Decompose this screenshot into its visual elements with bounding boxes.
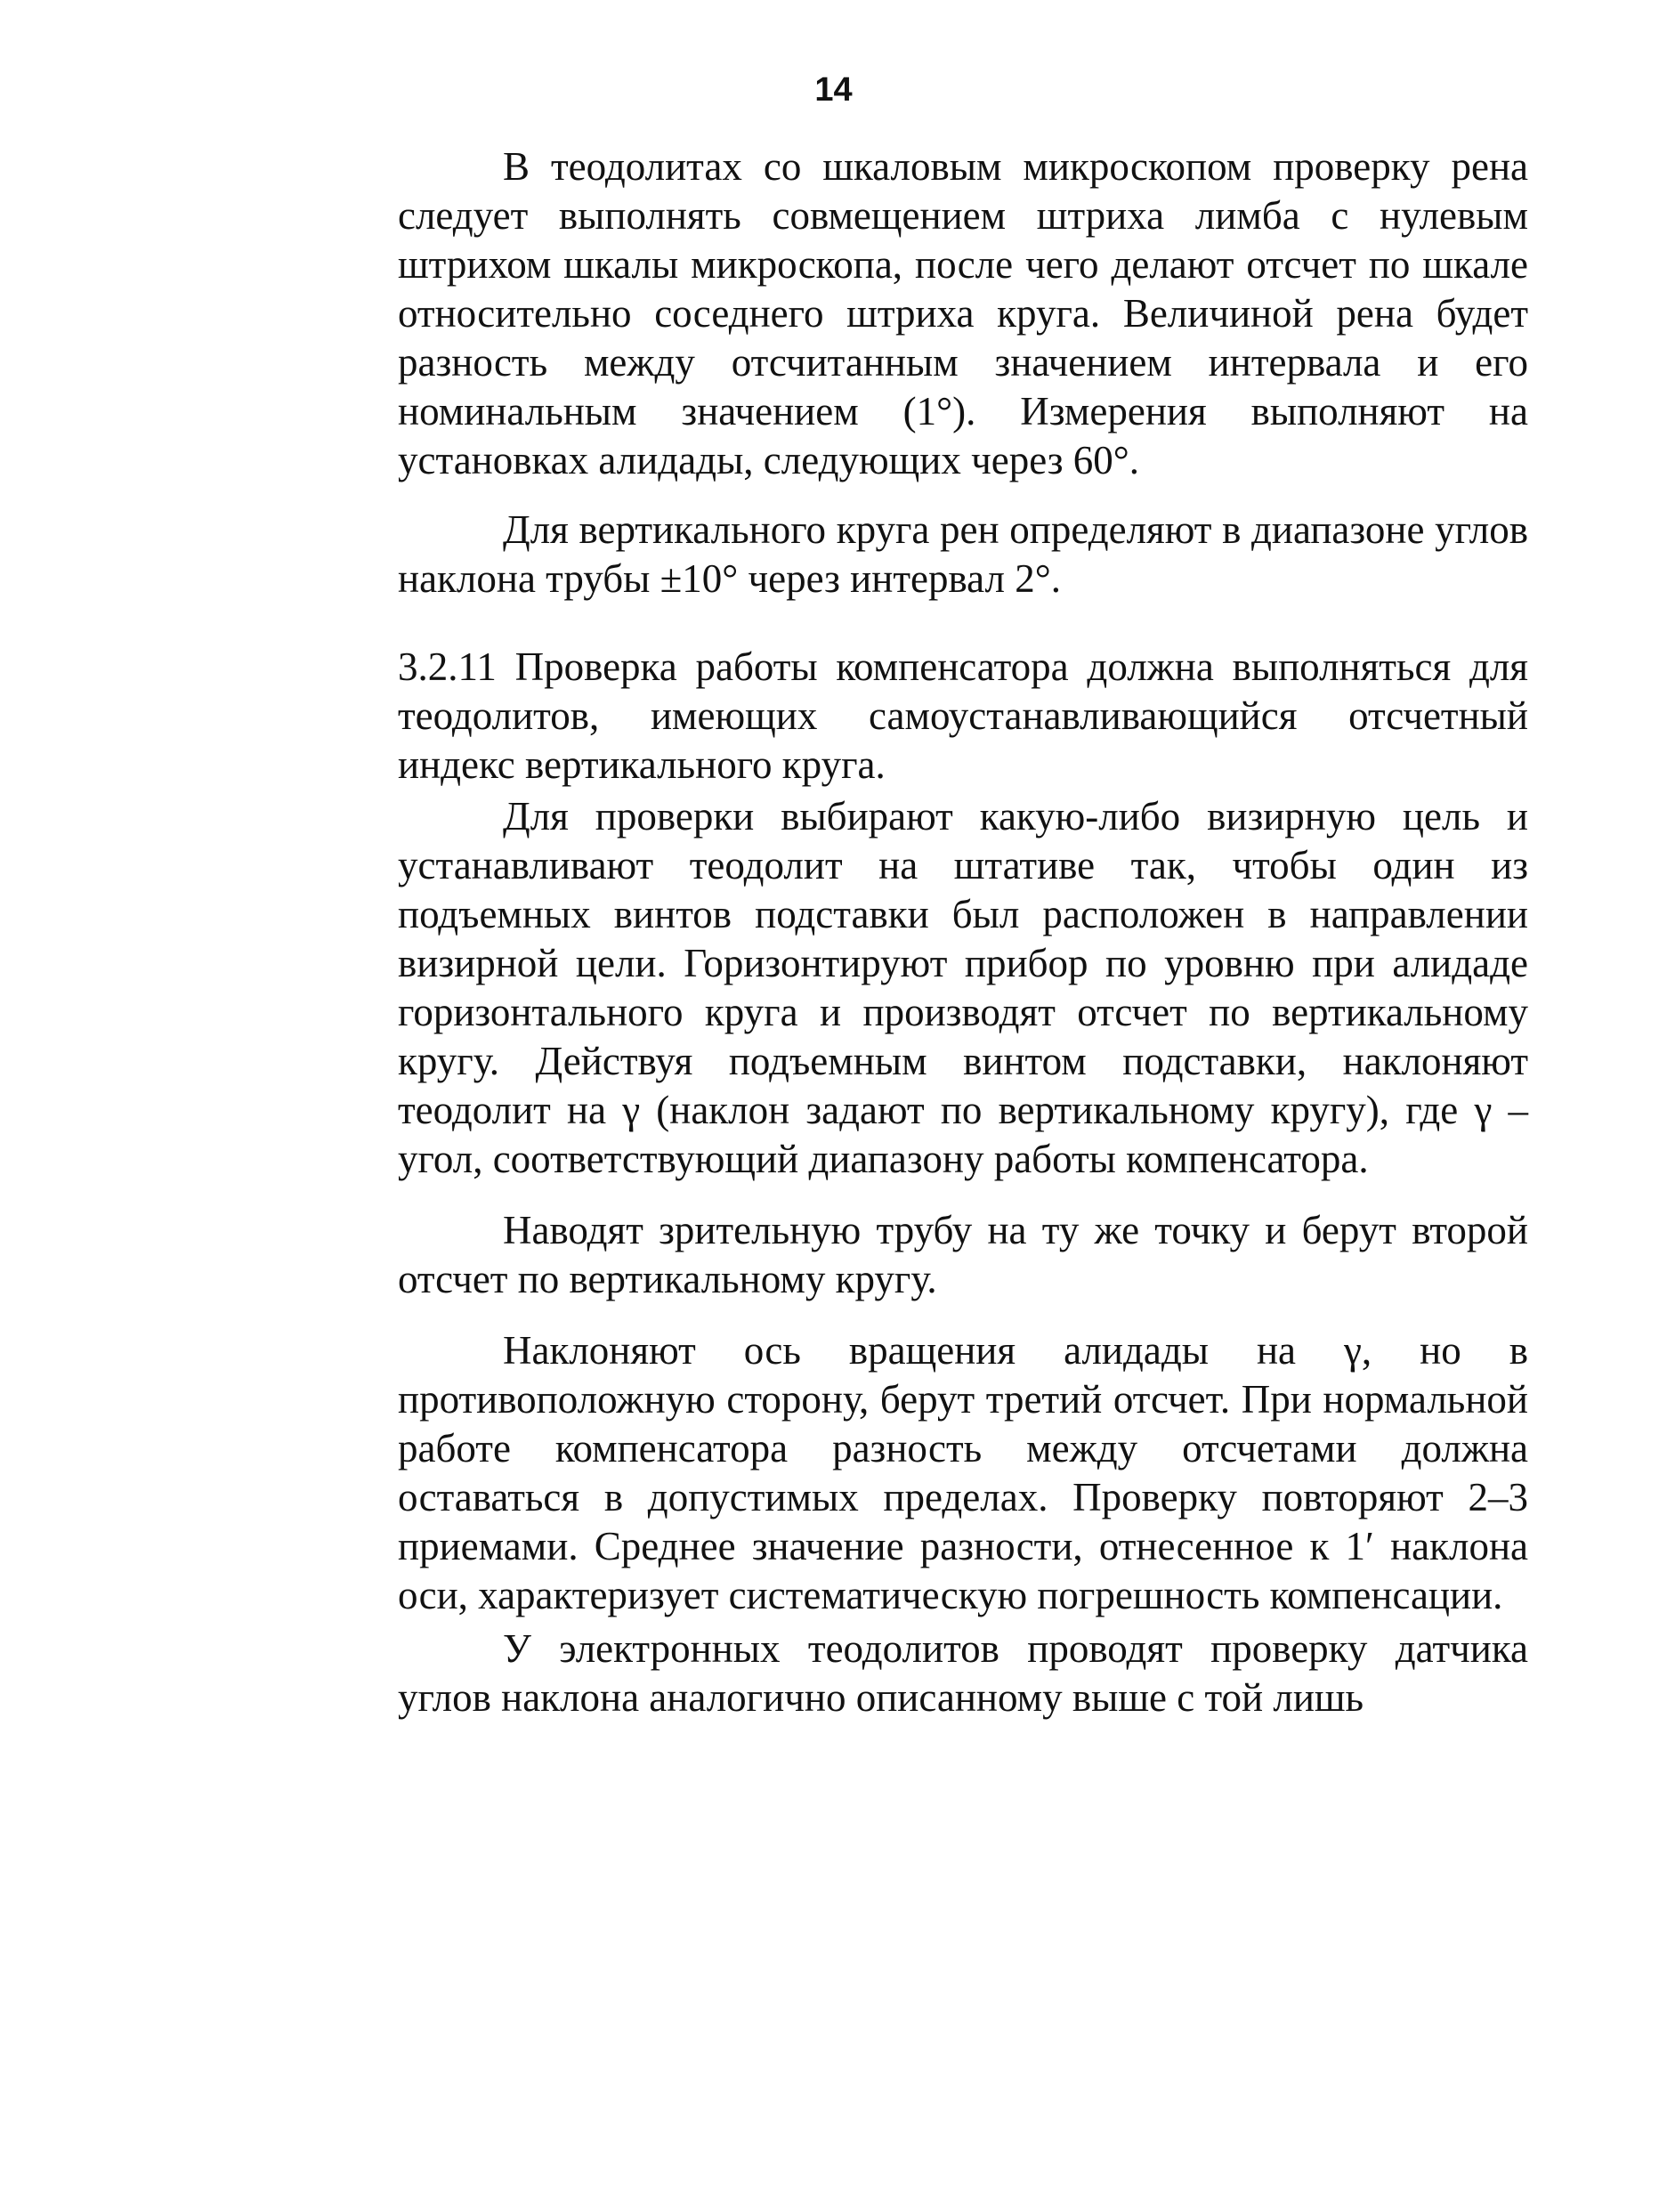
paragraph-third-reading [398, 1326, 1528, 1620]
paragraph-second-reading [398, 1206, 1528, 1304]
paragraph-electronic-theodolites [398, 1625, 1528, 1722]
paragraph-text: Для проверки выбирают какую-либо визирную цель и устанавливают теодолит на штативе так, чтобы один из подъемных винтов подставки был расположен в направлении визирной цели. Горизонтируют прибор по уровню при алидаде горизонтального круга и производят отсчет по вертикальному кругу. Действуя подъемным винтом подставки, наклоняют теодолит на γ (наклон задают по вертикальному кругу), где γ – угол, соответствующий диапазону работы компенсатора. [398, 794, 1528, 1181]
section-3-2-11-heading-paragraph [398, 643, 1528, 790]
paragraph-text: 3.2.11 Проверка работы компенсатора должна выполняться для теодолитов, имеющих самоустанавливающийся отсчетный индекс вертикального круга. [398, 644, 1528, 787]
paragraph-vertical-circle-reen [398, 506, 1528, 604]
paragraph-text: У электронных теодолитов проводят проверку датчика углов наклона аналогично описанному выше с той лишь [398, 1626, 1528, 1720]
paragraph-reen-scale-microscope [398, 142, 1528, 485]
paragraph-text: Наклоняют ось вращения алидады на γ, но в противоположную сторону, берут третий отсчет. При нормальной работе компенсатора разность между отсчетами должна оставаться в допустимых пределах. Проверку повторяют 2–3 приемами. Среднее значение разности, отнесенное к 1′ наклона оси, характеризует систематическую погрешность компенсации. [398, 1328, 1528, 1617]
paragraph-compensator-procedure [398, 792, 1528, 1184]
paragraph-text: Для вертикального круга рен определяют в диапазоне углов наклона трубы ±10° через интервал 2°. [398, 507, 1528, 601]
paragraph-text: В теодолитах со шкаловым микроскопом проверку рена следует выполнять совмещением штриха лимба с нулевым штрихом шкалы микроскопа, после чего делают отсчет по шкале относительно соседнего штриха круга. Величиной рена будет разность между отсчитанным значением интервала и его номинальным значением (1°). Измерения выполняют на установках алидады, следующих через 60°. [398, 144, 1528, 482]
paragraph-text: Наводят зрительную трубу на ту же точку и берут второй отсчет по вертикальному кругу. [398, 1208, 1528, 1301]
page-number: 14 [814, 71, 853, 109]
